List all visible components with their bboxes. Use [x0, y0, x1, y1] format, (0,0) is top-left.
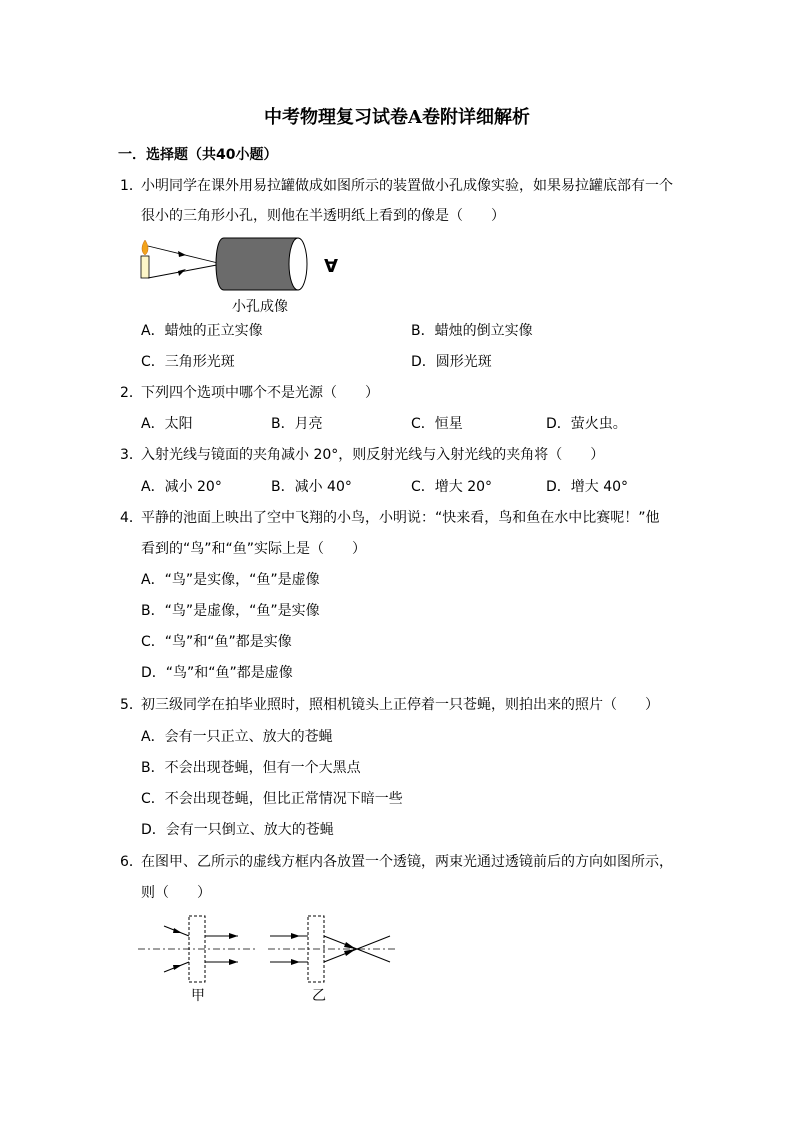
- q3-option-a[interactable]: A．减小 20°: [141, 479, 222, 495]
- q1-number: 1．: [120, 178, 143, 194]
- q6-figure-label-jia: 甲: [191, 988, 205, 1004]
- q1-text-line2: 很小的三角形小孔，则他在半透明纸上看到的像是（ ）: [141, 208, 505, 224]
- pinhole-camera-figure: [130, 234, 360, 294]
- q5-number: 5．: [120, 697, 143, 713]
- q2-option-a[interactable]: A．太阳: [141, 416, 193, 432]
- q4-option-b[interactable]: B．“鸟”是虚像，“鱼”是实像: [141, 603, 320, 619]
- q4-option-c[interactable]: C．“鸟”和“鱼”都是实像: [141, 634, 292, 650]
- lens-figure: [138, 914, 400, 984]
- q5-option-d[interactable]: D．会有一只倒立、放大的苍蝇: [141, 822, 334, 838]
- q5-option-a[interactable]: A．会有一只正立、放大的苍蝇: [141, 729, 333, 745]
- q1-option-b[interactable]: B．蜡烛的倒立实像: [411, 323, 533, 339]
- q2-option-d[interactable]: D．萤火虫。: [546, 416, 627, 432]
- q4-text-line2: 看到的“鸟”和“鱼”实际上是（ ）: [141, 541, 367, 557]
- q1-option-d[interactable]: D．圆形光斑: [411, 354, 492, 370]
- q2-text-line1: 下列四个选项中哪个不是光源（ ）: [141, 385, 379, 401]
- q4-option-d[interactable]: D．“鸟”和“鱼”都是虚像: [141, 665, 293, 681]
- section-heading: 一．选择题（共40小题）: [118, 147, 278, 163]
- candle: [141, 256, 149, 278]
- inverted-image-glyph: A: [324, 254, 338, 275]
- q1-text-line1: 小明同学在课外用易拉罐做成如图所示的装置做小孔成像实验，如果易拉罐底部有一个: [141, 178, 673, 194]
- q1-option-c[interactable]: C．三角形光斑: [141, 354, 235, 370]
- q5-option-b[interactable]: B．不会出现苍蝇，但有一个大黑点: [141, 760, 361, 776]
- q3-option-d[interactable]: D．增大 40°: [546, 479, 629, 495]
- page-title: 中考物理复习试卷A卷附详细解析: [264, 107, 530, 128]
- q3-text-line1: 入射光线与镜面的夹角减小 20°，则反射光线与入射光线的夹角将（ ）: [141, 447, 605, 463]
- can-body: [216, 238, 298, 290]
- q2-option-c[interactable]: C．恒星: [411, 416, 463, 432]
- q4-number: 4．: [120, 510, 143, 526]
- q3-number: 3．: [120, 447, 143, 463]
- q1-option-a[interactable]: A．蜡烛的正立实像: [141, 323, 263, 339]
- q1-figure-caption: 小孔成像: [232, 299, 288, 315]
- translucent-paper: [289, 238, 307, 290]
- q4-option-a[interactable]: A．“鸟”是实像，“鱼”是虚像: [141, 572, 320, 588]
- q3-option-b[interactable]: B．减小 40°: [271, 479, 352, 495]
- q5-option-c[interactable]: C．不会出现苍蝇，但比正常情况下暗一些: [141, 791, 403, 807]
- q6-figure-label-yi: 乙: [312, 988, 326, 1004]
- q2-option-b[interactable]: B．月亮: [271, 416, 323, 432]
- q4-text-line1: 平静的池面上映出了空中飞翔的小鸟，小明说：“快来看，鸟和鱼在水中比赛呢！”他: [141, 510, 660, 526]
- q5-text-line1: 初三级同学在拍毕业照时，照相机镜头上正停着一只苍蝇，则拍出来的照片（ ）: [141, 697, 659, 713]
- q3-option-c[interactable]: C．增大 20°: [411, 479, 493, 495]
- q6-text-line1: 在图甲、乙所示的虚线方框内各放置一个透镜，两束光通过透镜前后的方向如图所示，: [141, 854, 673, 870]
- q2-number: 2．: [120, 385, 143, 401]
- q6-number: 6．: [120, 854, 143, 870]
- candle-flame: [142, 240, 148, 255]
- q6-text-line2: 则（ ）: [141, 885, 211, 901]
